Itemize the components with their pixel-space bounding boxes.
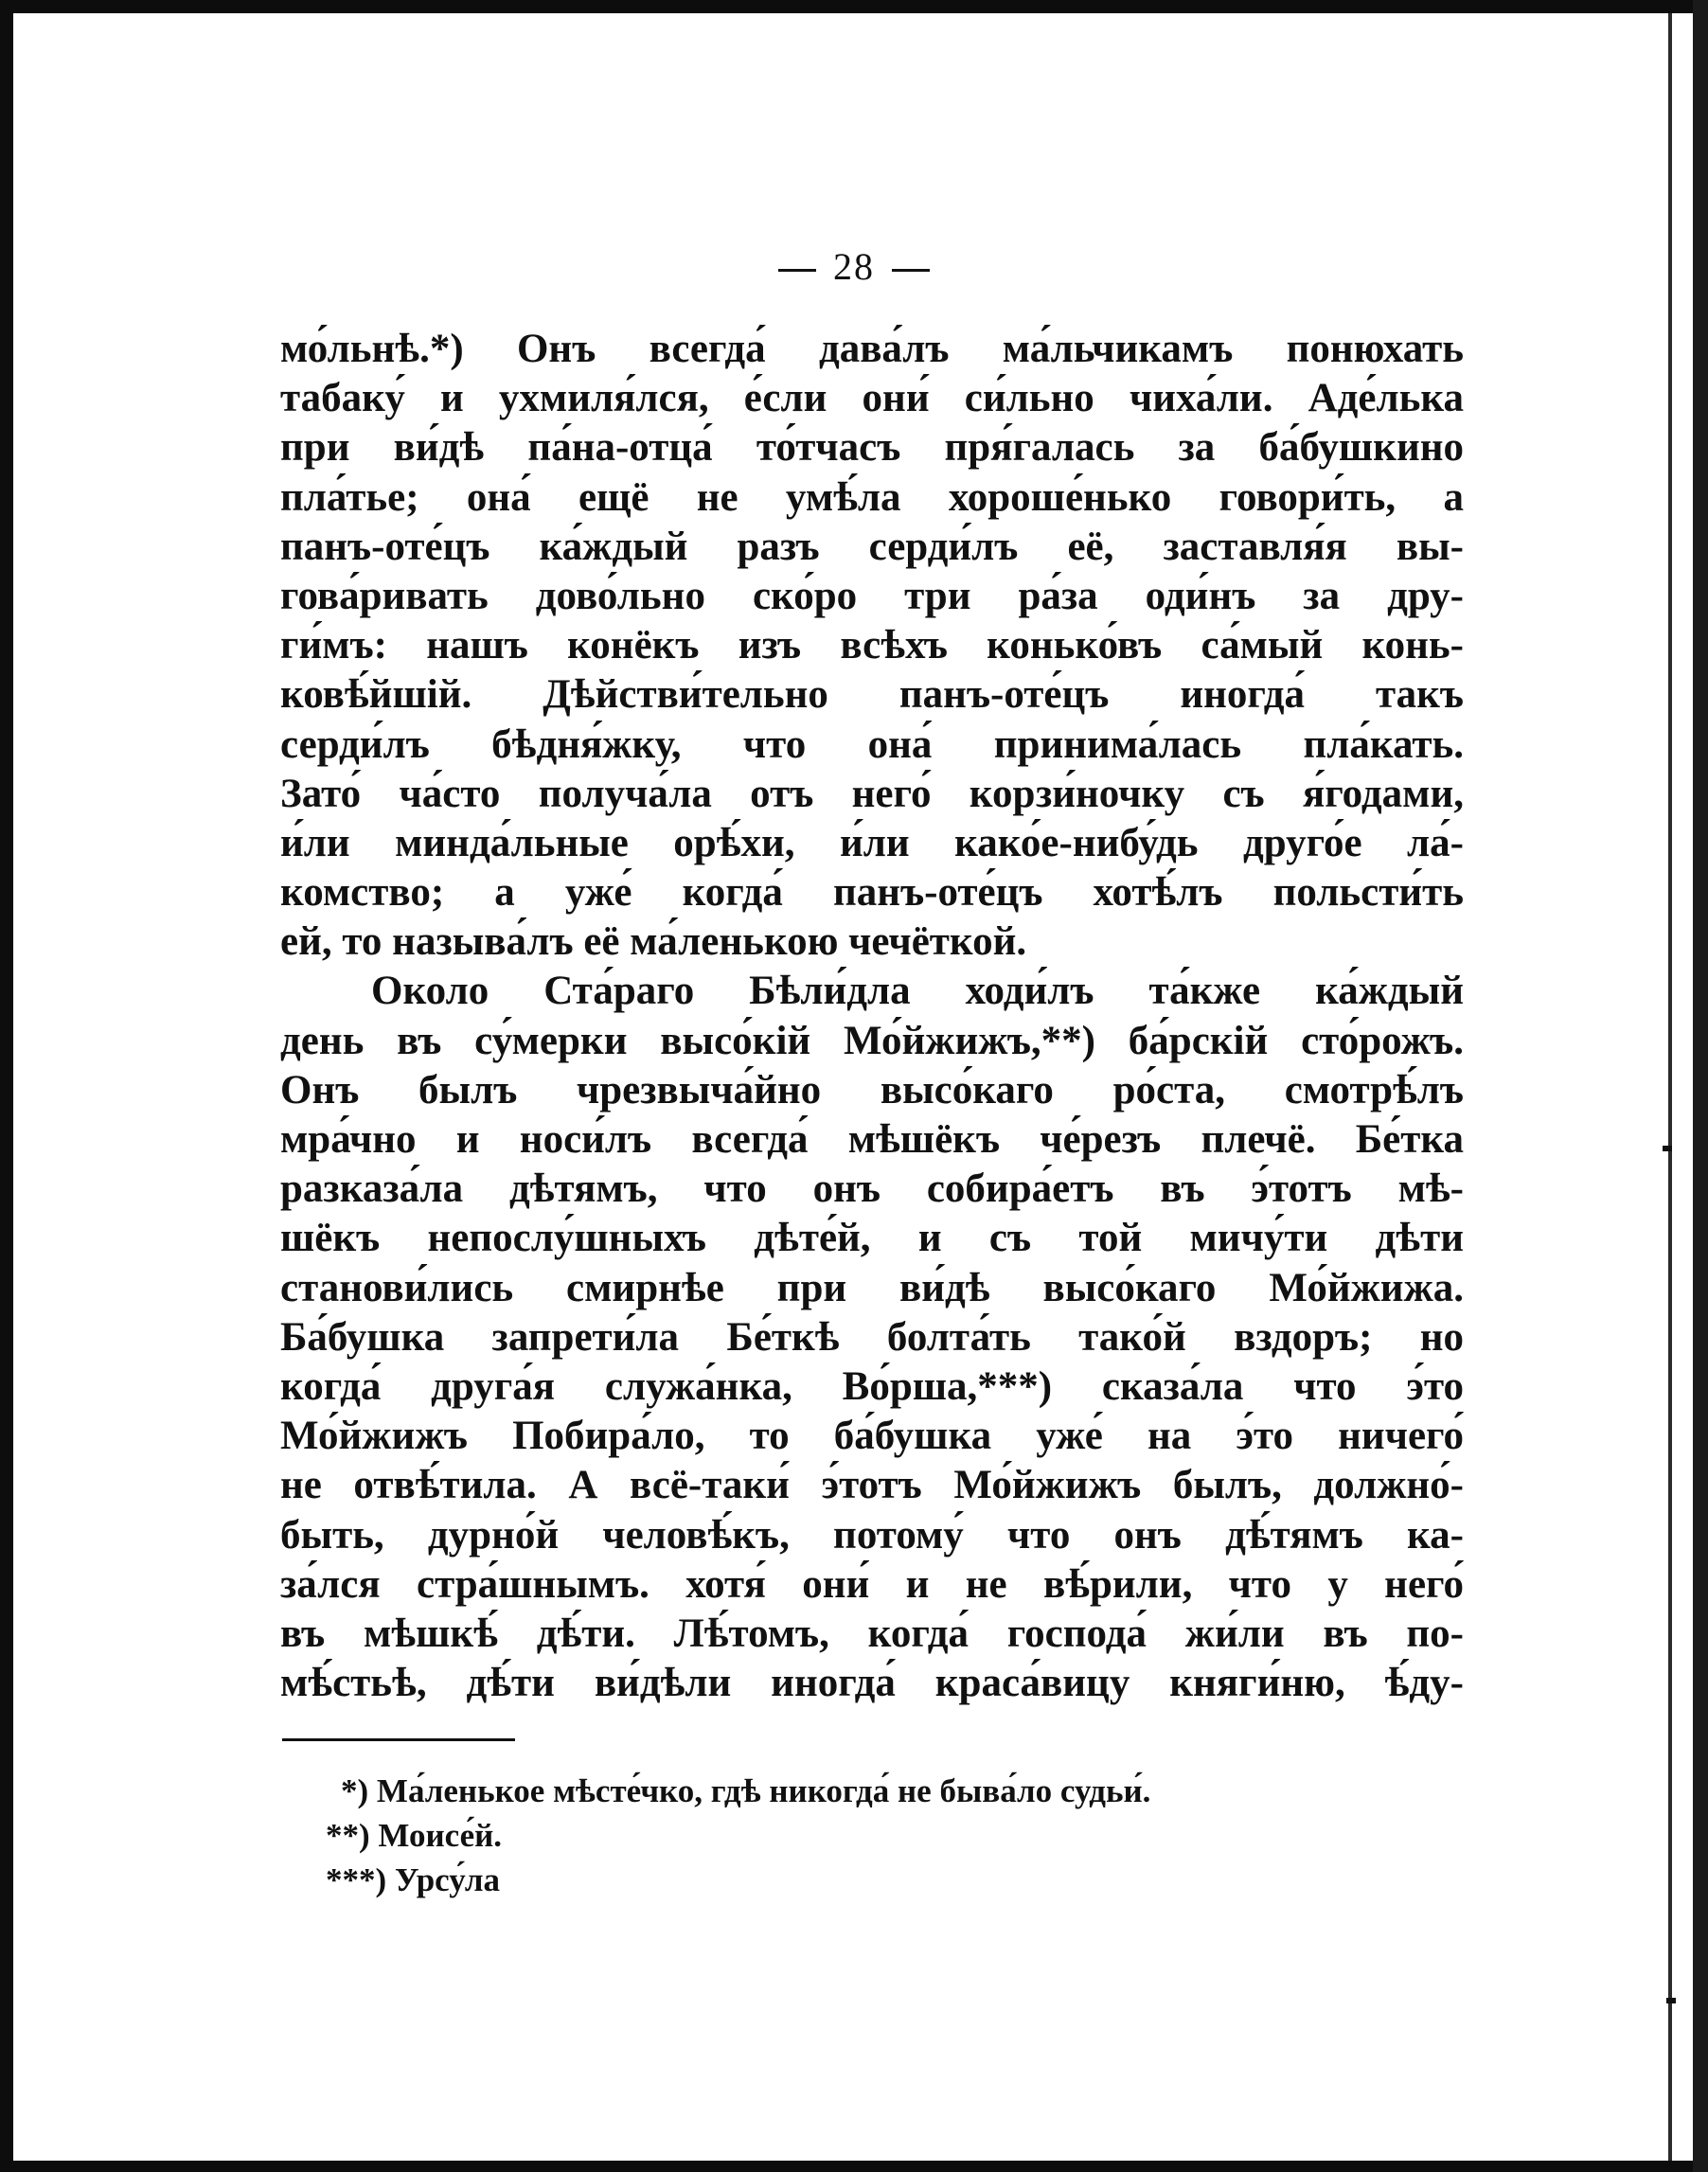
scan-border-bottom: [0, 2161, 1708, 2172]
text-line: комство; а уже́ когда́ панъ-оте́цъ хотѣ́лъ польсти́ть: [280, 870, 1464, 916]
text-line: день въ су́мерки высо́кій Мо́йжижъ,**) ба́рскій сто́рожъ.: [280, 1018, 1464, 1063]
text-line: Мо́йжижъ Побира́ло, то ба́бушка уже́ на э́то ничего́: [280, 1414, 1464, 1459]
text-line: при ви́дѣ па́на-отца́ то́тчасъ пря́галась за ба́бушкино: [280, 425, 1464, 471]
scan-border-top: [0, 0, 1708, 13]
body-text: [280, 325, 1464, 1708]
text-line: въ мѣшкѣ́ дѣ́ти. Лѣ́томъ, когда́ господа́ жи́ли въ по-: [280, 1611, 1464, 1656]
page-number-value: 28: [833, 245, 875, 288]
text-line: гова́ривать дово́льно ско́ро три ра́за оди́нъ за дру-: [280, 573, 1464, 618]
text-line: ги́мъ: нашъ конёкъ изъ всѣхъ конько́въ са́мый конь-: [280, 623, 1464, 668]
text-line: ковѣ́йшій. Дѣйстви́тельно панъ-оте́цъ иногда́ такъ: [280, 672, 1464, 718]
footnote-divider: [282, 1738, 515, 1741]
text-line: разказа́ла дѣтямъ, что онъ собира́етъ въ э́тотъ мѣ-: [280, 1166, 1464, 1212]
gutter-mark: [1663, 1146, 1672, 1151]
page-number-dash-right: [892, 269, 930, 272]
text-line: шёкъ непослу́шныхъ дѣте́й, и съ той мичу́ти дѣти: [280, 1216, 1464, 1261]
page-number: [0, 244, 1708, 289]
text-line: за́лся стра́шнымъ. хотя́ они́ и не вѣ́рили, что у него́: [280, 1561, 1464, 1607]
text-line: Ба́бушка запрети́ла Бе́ткѣ болта́ть тако́й вздоръ; но: [280, 1314, 1464, 1360]
paragraph-first-line: Около Ста́раго Бѣли́дла ходи́лъ та́кже ка́ждый: [371, 969, 1464, 1014]
text-line: мра́чно и носи́лъ всегда́ мѣшёкъ че́резъ плечё. Бе́тка: [280, 1117, 1464, 1162]
text-line: станови́лись смирнѣе при ви́дѣ высо́каго Мо́йжижа.: [280, 1265, 1464, 1310]
text-line: мѣ́стьѣ, дѣ́ти ви́дѣли иногда́ краса́вицу княги́ню, ѣ́ду-: [280, 1661, 1464, 1706]
text-line: когда́ друга́я служа́нка, Во́рша,***) сказа́ла что э́то: [280, 1363, 1464, 1409]
text-line: пла́тье; она́ ещё не умѣ́ла хороше́нько говори́ть, а: [280, 474, 1464, 520]
footnote-1: *) Ма́ленькое мѣсте́чко, гдѣ никогда́ не быва́ло судьи́.: [341, 1772, 1151, 1809]
scan-border-left: [0, 0, 13, 2172]
text-line: быть, дурно́й человѣ́къ, потому́ что онъ дѣ́тямъ ка-: [280, 1512, 1464, 1558]
binding-gutter-line: [1668, 13, 1672, 2161]
text-line: табаку́ и ухмиля́лся, е́сли они́ си́льно чиха́ли. Аде́лька: [280, 376, 1464, 421]
footnotes: [284, 1769, 1420, 1902]
gutter-mark: [1666, 1998, 1676, 2003]
page-number-dash-left: [778, 269, 816, 272]
text-line: Зато́ ча́сто получа́ла отъ него́ корзи́ночку съ я́годами,: [280, 771, 1464, 816]
text-line: не отвѣ́тила. А всё-таки́ э́тотъ Мо́йжижъ былъ, должно́-: [280, 1463, 1464, 1508]
text-line: мо́льнѣ.*) Онъ всегда́ дава́лъ ма́льчикамъ понюхать: [280, 327, 1464, 371]
text-line: панъ-оте́цъ ка́ждый разъ серди́лъ её, заставля́я вы-: [280, 524, 1464, 569]
text-line: Онъ былъ чрезвыча́йно высо́каго ро́ста, смотрѣ́лъ: [280, 1067, 1464, 1113]
footnote-2: **) Моисе́й.: [326, 1817, 503, 1854]
text-line: ей, то называ́лъ её ма́ленькою чечёткой.: [280, 919, 1027, 965]
text-line: серди́лъ бѣдня́жку, что она́ принима́лась пла́кать.: [280, 721, 1464, 767]
footnote-3: ***) Урсу́ла: [326, 1861, 501, 1898]
text-line: и́ли минда́льные орѣ́хи, и́ли како́е-нибу́дь друго́е ла́-: [280, 820, 1464, 865]
scan-border-right: [1693, 0, 1708, 2172]
